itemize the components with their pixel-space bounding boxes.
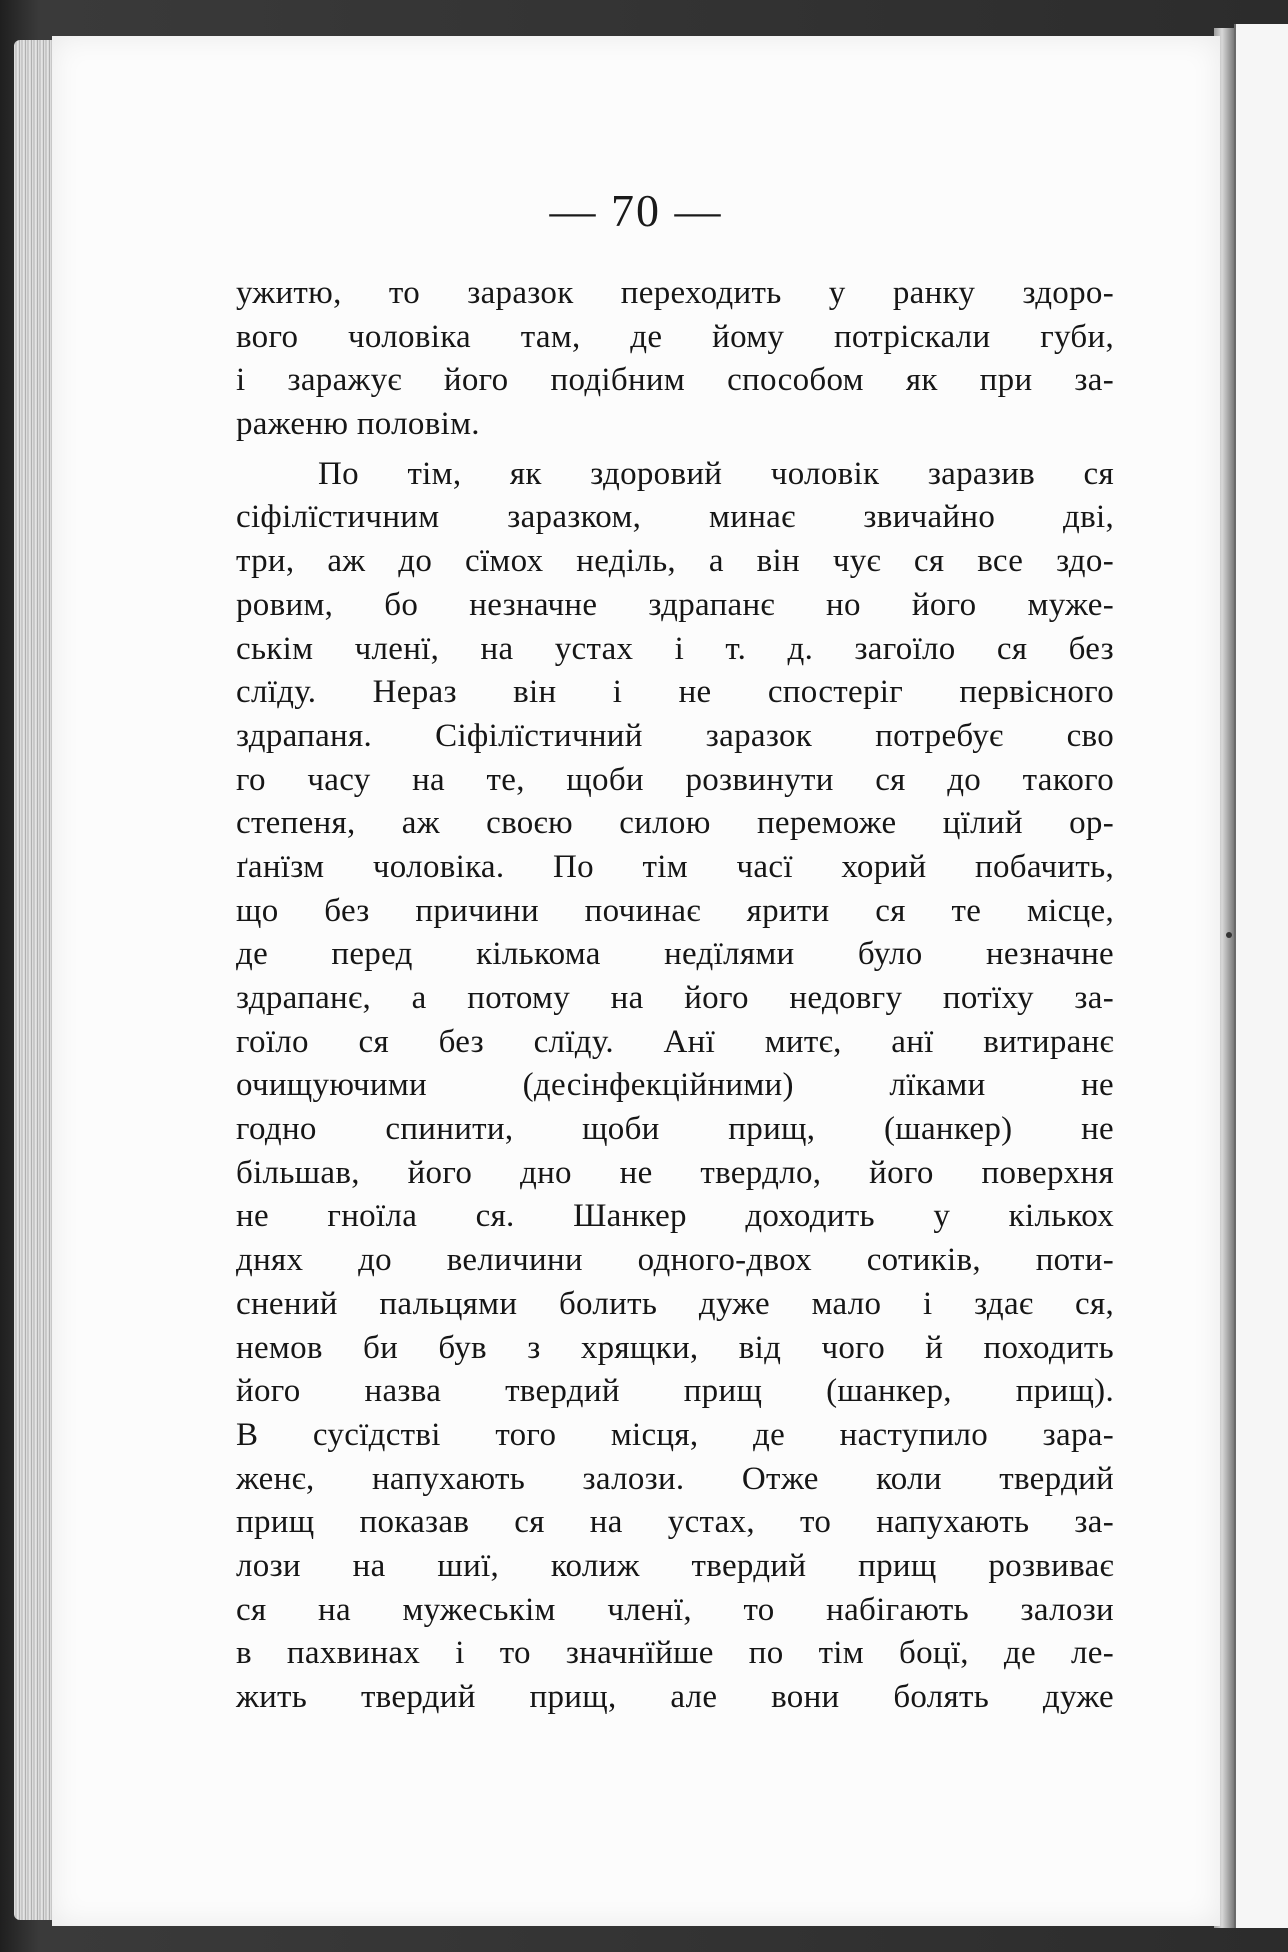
text-line: три, аж до сїмох неділь, а він чує ся все здо- [236,543,1114,580]
text-line: і заражує його подібним способом як при за- [236,362,1114,399]
text-line: в пахвинах і то значнїйше по тім боцї, де ле- [236,1635,1114,1672]
text-line: лози на шиї, колиж твердий прищ розвиває [236,1547,1114,1584]
text-line: не гноїла ся. Шанкер доходить у кількох [236,1198,1114,1235]
text-line: ґанїзм чоловіка. По тім часї хорий побачить, [236,848,1114,885]
text-line: годно спинити, щоби прищ, (шанкер) не [236,1111,1114,1148]
text-line: ровим, бо незначне здрапанє но його муже- [236,586,1114,623]
text-line: що без причини починає ярити ся те місце, [236,892,1114,929]
text-line: ськім членї, на устах і т. д. загоїло ся без [236,630,1114,667]
page-number: — 70 — [549,185,723,236]
text-line: гоїло ся без слїду. Анї митє, анї витиранє [236,1023,1114,1060]
text-line: більшав, його дно не твердло, його поверхня [236,1154,1114,1191]
text-line: жить твердий прищ, але вони болять дуже [236,1679,1114,1715]
facing-page-edge [1234,24,1288,1928]
text-line: слїду. Нераз він і не спостеріг первісного [236,674,1114,711]
text-line: По тім, як здоровий чоловік заразив ся [318,455,1114,492]
text-line: сіфілїстичним заразком, минає звичайно дві, [236,499,1114,536]
paragraph [236,453,1114,1720]
gutter-mark [1226,932,1232,938]
text-line: степеня, аж своєю силою переможе цїлий ор- [236,805,1114,842]
text-line: ся на мужеськім членї, то набігають залози [236,1591,1114,1628]
paragraph [236,272,1114,447]
text-line: немов би був з хрящки, від чого й походить [236,1329,1114,1366]
text-line: очищуючими (десінфекційними) лїками не [236,1067,1114,1104]
text-line: де перед кількома недїлями було незначне [236,936,1114,973]
text-line: раженю половім. [236,406,480,443]
text-line: днях до величини одного-двох сотиків, поти- [236,1242,1114,1279]
body-text [236,272,1114,1720]
text-line: прищ показав ся на устах, то напухають за- [236,1504,1114,1541]
text-line: В сусїдстві того місця, де наступило зара- [236,1416,1114,1453]
text-line: його назва твердий прищ (шанкер, прищ). [236,1373,1114,1410]
text-line: ужитю, то заразок переходить у ранку здоро- [236,275,1114,311]
text-line: го часу на те, щоби розвинути ся до такого [236,761,1114,798]
text-line: здрапанє, а потому на його недовгу потїху за- [236,980,1114,1016]
text-line: снений пальцями болить дуже мало і здає ся, [236,1285,1114,1322]
text-line: здрапаня. Сіфілїстичний заразок потребує сво [236,717,1114,754]
text-line: вого чоловіка там, де йому потріскали губи, [236,318,1114,355]
text-line: женє, напухають залози. Отже коли твердий [236,1460,1114,1497]
